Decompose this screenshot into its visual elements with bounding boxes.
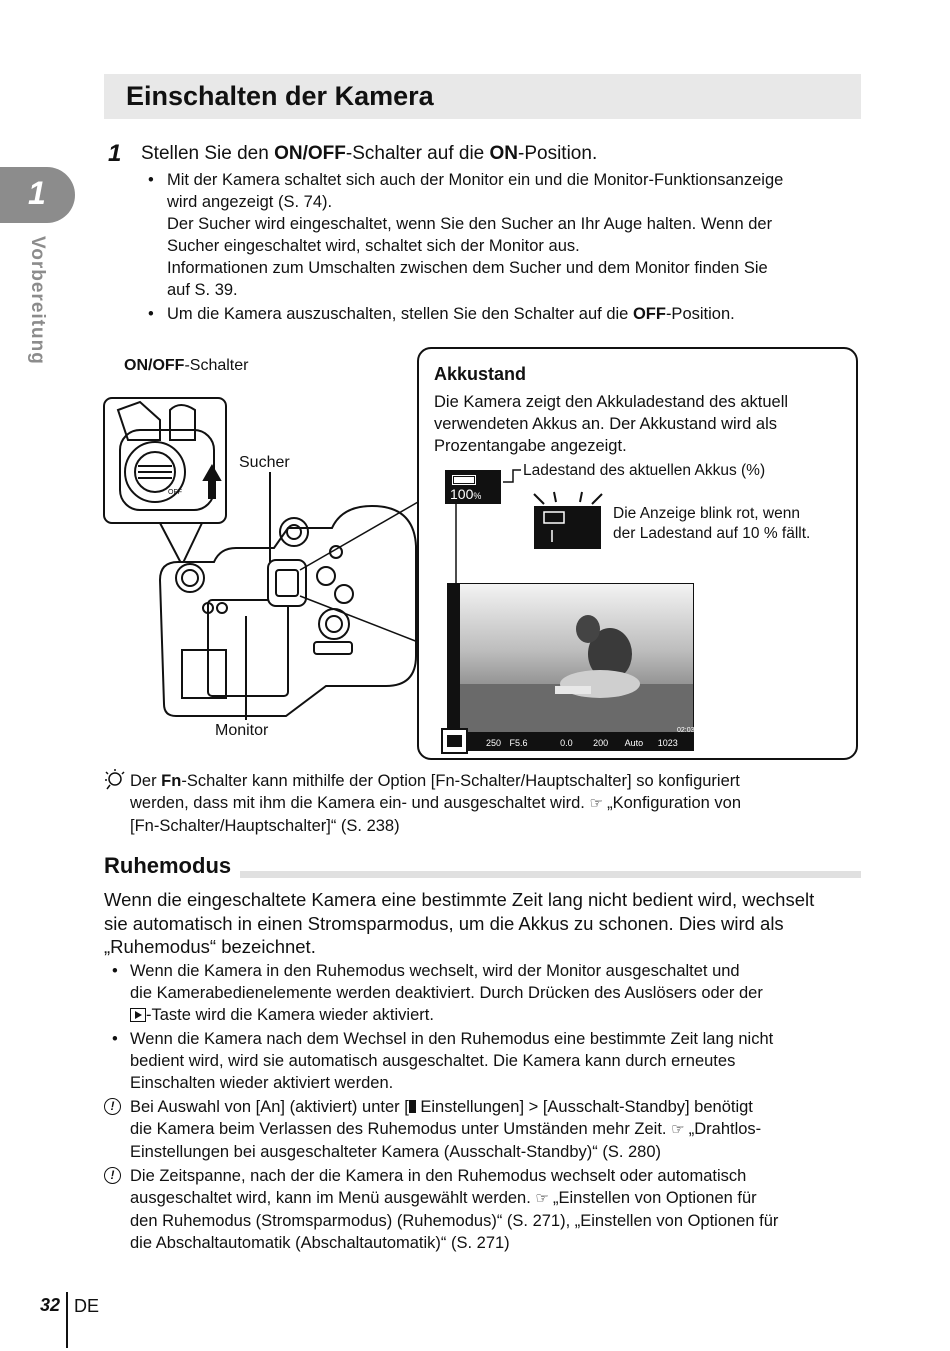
- sucher-label: Sucher: [239, 454, 290, 471]
- play-icon: [130, 1008, 146, 1022]
- sample-photo: [460, 584, 693, 732]
- step-text: [141, 143, 597, 165]
- off-word: OFF: [632, 305, 666, 323]
- tip-line: [130, 792, 860, 815]
- page-title: Einschalten der Kamera: [126, 81, 434, 111]
- footer-divider: [66, 1292, 68, 1348]
- chapter-number: 1: [28, 175, 46, 211]
- intro-line: Wenn die eingeschaltete Kamera eine bestimmte Zeit lang nicht bedient wird, wechselt: [104, 889, 815, 910]
- reference-icon: ☞: [589, 795, 608, 812]
- tip-line: [Fn-Schalter/Hauptschalter]“ (S. 238): [130, 817, 400, 835]
- title-bar: [104, 74, 861, 119]
- bullet-line: [130, 1004, 862, 1026]
- bullet-line: bedient wird, wird sie automatisch ausgeschaltet. Die Kamera kann durch erneutes: [130, 1052, 736, 1070]
- shutter-value: 250: [486, 738, 502, 748]
- step1-bullets: [146, 169, 861, 325]
- list-item: • Wenn die Kamera in den Ruhemodus wechselt, wird der Monitor ausgeschaltet und die Kamerabedienelemente werden deaktiviert. Durch Drücken des Auslösers oder der -Taste wird die Kamera wieder aktiviert.: [110, 960, 862, 1026]
- note-text: die Kamera beim Verlassen des Ruhemodus unter Umständen mehr Zeit.: [130, 1120, 672, 1138]
- bullet-text: -Taste wird die Kamera wieder aktiviert.: [146, 1006, 434, 1024]
- step-on-word: ON: [489, 143, 519, 164]
- blinking-battery-icon: [530, 490, 606, 550]
- bullet-line: wird angezeigt (S. 74).: [167, 193, 333, 211]
- bullet-line: Wenn die Kamera nach dem Wechsel in den Ruhemodus eine bestimmte Zeit lang nicht: [130, 1030, 774, 1048]
- reference-icon: ☞: [671, 1121, 689, 1138]
- reference-icon: ☞: [535, 1190, 554, 1207]
- blink-line: der Ladestand auf 10 % fällt.: [613, 525, 811, 542]
- bullet-line: Wenn die Kamera in den Ruhemodus wechselt, wird der Monitor ausgeschaltet und: [130, 962, 740, 980]
- step-number: 1: [108, 140, 122, 167]
- bullet-line: Mit der Kamera schaltet sich auch der Monitor ein und die Monitor-Funktionsanzeige: [167, 171, 784, 189]
- svg-text:OFF: OFF: [168, 489, 182, 496]
- time-value: 02:03: [677, 727, 695, 734]
- battery-label: Ladestand des aktuellen Akkus (%): [523, 462, 766, 479]
- bullet-text: -Position.: [665, 305, 735, 323]
- bullet-line: die Kamerabedienelemente werden deaktiviert. Durch Drücken des Auslösers oder der: [130, 984, 763, 1002]
- iso-value: 200: [593, 738, 609, 748]
- switch-label-bold: ON/OFF: [124, 357, 185, 374]
- tip-icon: [104, 768, 128, 790]
- section-heading: Ruhemodus: [104, 853, 232, 878]
- blink-line: Die Anzeige blink rot, wenn: [613, 505, 800, 522]
- note-text: „Drahtlos-: [688, 1120, 762, 1138]
- camera-illustration: [100, 380, 430, 720]
- bullet-line: Sucher eingeschaltet wird, schaltet sich der Monitor aus.: [167, 237, 580, 255]
- ruhemodus-bullets: [110, 960, 862, 1096]
- callout-text: [434, 391, 844, 457]
- step-text-mid: -Schalter auf die: [345, 143, 490, 164]
- bullet-text: Um die Kamera auszuschalten, stellen Sie den Schalter auf die: [167, 305, 633, 323]
- note-line: [130, 1096, 864, 1118]
- bullet-line: auf S. 39.: [167, 281, 238, 299]
- note-item: [104, 1096, 864, 1163]
- note-line: den Ruhemodus (Stromsparmodus) (Ruhemodus)“ (S. 271), „Einstellen von Optionen für: [130, 1212, 779, 1230]
- note-line: Einstellungen bei ausgeschalteter Kamera (Ausschalt-Standby)“ (S. 280): [130, 1143, 662, 1161]
- shots-value: 1023: [657, 738, 678, 748]
- tip-line2-pre: werden, dass mit ihm die Kamera ein- und ausgeschaltet wird.: [130, 794, 590, 812]
- note-text: ausgeschaltet wird, kann im Menü ausgewählt werden.: [130, 1189, 536, 1207]
- ruhemodus-notes: [104, 1096, 864, 1256]
- step-text-pre: Stellen Sie den: [141, 143, 275, 164]
- note-line: Die Zeitspanne, nach der die Kamera in den Ruhemodus wechselt oder automatisch: [130, 1167, 747, 1185]
- page-number: 32: [40, 1295, 61, 1315]
- note-text: „Einstellen von Optionen für: [553, 1189, 757, 1207]
- tip-text: [130, 770, 860, 837]
- step-switch-name: ON/OFF: [274, 143, 346, 164]
- fn-button-name: Fn: [161, 772, 182, 790]
- caution-icon: !: [104, 1167, 121, 1184]
- intro-line: „Ruhemodus“ bezeichnet.: [104, 936, 316, 957]
- list-item: • Mit der Kamera schaltet sich auch der Monitor ein und die Monitor-Funktionsanzeige wird angezeigt (S. 74). Der Sucher wird eingeschaltet, wenn Sie den Sucher an Ihr Auge halten. Wenn der Sucher eingeschaltet wird, schaltet sich der Monitor aus. Informationen zum Umschalten zwischen dem Sucher und dem Monitor finden Sie auf S. 39.: [146, 169, 861, 301]
- chapter-label: Vorbereitung: [27, 236, 48, 365]
- battery-box: [441, 728, 468, 754]
- language-code: DE: [74, 1296, 100, 1316]
- chapter-label-box: [26, 236, 52, 386]
- bullet-line: Einschalten wieder aktiviert werden.: [130, 1074, 394, 1092]
- caution-icon: !: [104, 1098, 121, 1115]
- chapter-tab: [0, 167, 75, 223]
- settings-icon: [409, 1100, 416, 1113]
- callout-line: verwendeten Akkus an. Der Akkustand wird als: [434, 415, 778, 433]
- monitor-label: Monitor: [215, 722, 269, 739]
- note-text: Bei Auswahl von [An] (aktiviert) unter [: [130, 1098, 409, 1116]
- tip-line1-rest: -Schalter kann mithilfe der Option [Fn-Schalter/Hauptschalter] so konfiguriert: [181, 772, 740, 790]
- bullet-line: Informationen zum Umschalten zwischen dem Sucher und dem Monitor finden Sie: [167, 259, 768, 277]
- tip-line2-ref: „Konfiguration von: [607, 794, 742, 812]
- callout-heading: Akkustand: [434, 364, 527, 384]
- intro-line: sie automatisch in einen Stromsparmodus, um die Akkus zu schonen. Dies wird als: [104, 912, 784, 934]
- tip-line: [130, 770, 860, 792]
- section-rule: [240, 871, 861, 878]
- note-line: die Abschaltautomatik (Abschaltautomatik)“ (S. 271): [130, 1234, 510, 1252]
- blink-text: [613, 504, 810, 544]
- switch-label: [124, 357, 248, 375]
- bullet-line: Der Sucher wird eingeschaltet, wenn Sie den Sucher an Ihr Auge halten. Wenn der: [167, 215, 773, 233]
- aperture-value: F5.6: [509, 738, 528, 748]
- note-line: [130, 1118, 864, 1141]
- battery-unit: %: [473, 491, 482, 501]
- callout-line: Prozentangabe angezeigt.: [434, 437, 627, 455]
- callout-line: Die Kamera zeigt den Akkuladestand des aktuell: [434, 393, 789, 411]
- section-intro: [104, 888, 864, 959]
- note-line: [130, 1187, 864, 1210]
- wb-value: Auto: [624, 738, 644, 748]
- note-item: [104, 1165, 864, 1254]
- note-text: Einstellungen] > [Ausschalt-Standby] benötigt: [415, 1098, 753, 1116]
- battery-percent: 100: [450, 486, 474, 502]
- step-text-post: -Position.: [518, 143, 598, 164]
- switch-label-rest: -Schalter: [184, 357, 249, 374]
- list-item: • Wenn die Kamera nach dem Wechsel in den Ruhemodus eine bestimmte Zeit lang nicht bedient wird, wird sie automatisch ausgeschaltet. Die Kamera kann durch erneutes Einschalten wieder aktiviert werden.: [110, 1028, 862, 1094]
- tip-pre: Der: [130, 772, 162, 790]
- list-item: • Um die Kamera auszuschalten, stellen Sie den Schalter auf die OFF-Position.: [148, 305, 735, 323]
- status-bar: [472, 736, 692, 750]
- exposure-value: 0.0: [560, 738, 573, 748]
